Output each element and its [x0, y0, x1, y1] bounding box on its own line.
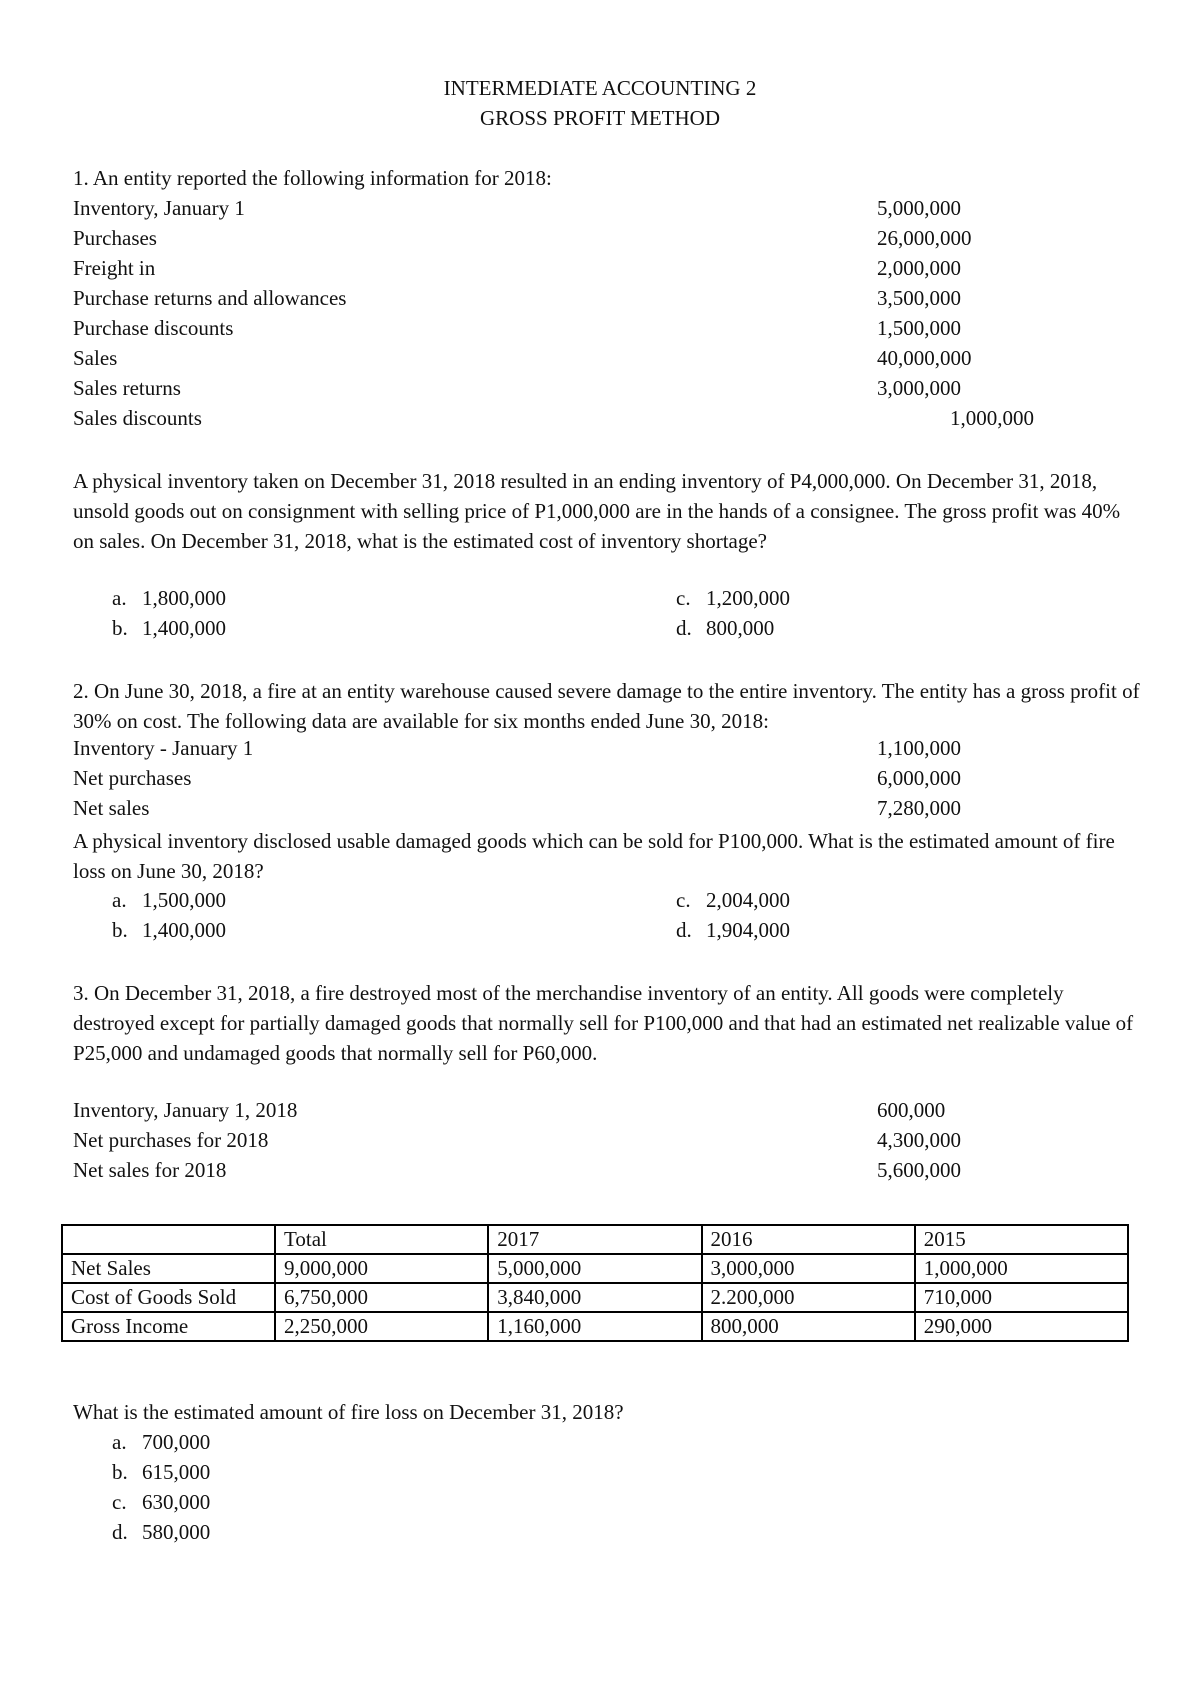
q2-row-label: Inventory - January 1	[73, 736, 254, 760]
option-letter: c.	[676, 586, 691, 610]
q1-row-label: Freight in	[73, 256, 156, 280]
option-letter: a.	[112, 1430, 127, 1454]
option-letter: a.	[112, 888, 127, 912]
option-text: 800,000	[706, 616, 775, 640]
option-letter: b.	[112, 918, 128, 942]
option-text: 1,400,000	[142, 918, 226, 942]
table-cell: 9,000,000	[275, 1254, 488, 1283]
table-header-row	[62, 1225, 1128, 1254]
q3-option-c	[112, 1490, 210, 1515]
table-cell: 1,160,000	[488, 1312, 701, 1341]
table-header-cell: 2015	[915, 1225, 1128, 1254]
table-cell: 290,000	[915, 1312, 1128, 1341]
q1-option-d	[676, 616, 774, 641]
q1-row-label: Purchases	[73, 226, 157, 250]
q3-row-value: 600,000	[877, 1098, 946, 1122]
table-cell: Net Sales	[62, 1254, 275, 1283]
q2-option-d	[676, 918, 790, 943]
table-cell: Gross Income	[62, 1312, 275, 1341]
gross-profit-table	[61, 1224, 1129, 1342]
table-header-cell	[62, 1225, 275, 1254]
option-letter: d.	[676, 616, 692, 640]
table-cell: 6,750,000	[275, 1283, 488, 1312]
q3-row-value: 4,300,000	[877, 1128, 961, 1152]
table-row	[62, 1254, 1128, 1283]
option-letter: d.	[676, 918, 692, 942]
q2-option-a	[112, 888, 226, 913]
option-letter: d.	[112, 1520, 128, 1544]
option-text: 1,200,000	[706, 586, 790, 610]
table-cell: 3,000,000	[702, 1254, 915, 1283]
q1-row-label: Sales returns	[73, 376, 181, 400]
q3-row-value: 5,600,000	[877, 1158, 961, 1182]
q3-intro: 3. On December 31, 2018, a fire destroyed most of the merchandise inventory of an entity. All goods were completely destroyed except for partially damaged goods that normally sell for P100,000 and that had an estimated net realizable value of P25,000 and undamaged goods that normally sell for P60,000.	[73, 981, 1134, 1065]
option-text: 615,000	[142, 1460, 211, 1484]
option-text: 1,904,000	[706, 918, 790, 942]
q2-option-b	[112, 918, 226, 943]
q1-row-value: 3,500,000	[877, 286, 961, 310]
document-subtitle: GROSS PROFIT METHOD	[480, 106, 720, 130]
q2-question: A physical inventory disclosed usable damaged goods which can be sold for P100,000. What is the estimated amount of fire loss on June 30, 2018?	[73, 829, 1115, 883]
q1-question: A physical inventory taken on December 31, 2018 resulted in an ending inventory of P4,000,000. On December 31, 2018, unsold goods out on consignment with selling price of P1,000,000 are in the hands of a consignee. The gross profit was 40% on sales. On December 31, 2018, what is the estimated cost of inventory shortage?	[73, 469, 1121, 553]
document-title: INTERMEDIATE ACCOUNTING 2	[443, 76, 757, 100]
table-cell: 1,000,000	[915, 1254, 1128, 1283]
option-text: 1,400,000	[142, 616, 226, 640]
option-text: 1,800,000	[142, 586, 226, 610]
q1-intro: 1. An entity reported the following information for 2018:	[73, 166, 552, 190]
q1-row-value: 26,000,000	[877, 226, 972, 250]
q1-row-label: Sales	[73, 346, 118, 370]
q1-row-value: 40,000,000	[877, 346, 972, 370]
q1-option-c	[676, 586, 790, 611]
q3-row-label: Net purchases for 2018	[73, 1128, 269, 1152]
q1-option-b	[112, 616, 226, 641]
option-text: 580,000	[142, 1520, 211, 1544]
q2-row-value: 1,100,000	[877, 736, 961, 760]
table-header-cell: 2016	[702, 1225, 915, 1254]
table-header-cell: Total	[275, 1225, 488, 1254]
table-header-cell: 2017	[488, 1225, 701, 1254]
table-row	[62, 1283, 1128, 1312]
q2-row-value: 6,000,000	[877, 766, 961, 790]
q2-row-label: Net sales	[73, 796, 150, 820]
q1-row-value: 3,000,000	[877, 376, 961, 400]
q1-row-label: Purchase returns and allowances	[73, 286, 347, 310]
table-cell: 800,000	[702, 1312, 915, 1341]
table-cell: 710,000	[915, 1283, 1128, 1312]
table-row	[62, 1312, 1128, 1341]
option-letter: c.	[676, 888, 691, 912]
q3-option-b	[112, 1460, 210, 1485]
table-cell: Cost of Goods Sold	[62, 1283, 275, 1312]
q2-intro: 2. On June 30, 2018, a fire at an entity warehouse caused severe damage to the entire inventory. The entity has a gross profit of 30% on cost. The following data are available for six months ended June 30, 2018:	[73, 679, 1140, 733]
table-cell: 3,840,000	[488, 1283, 701, 1312]
q3-question: What is the estimated amount of fire loss on December 31, 2018?	[73, 1400, 624, 1424]
table-cell: 5,000,000	[488, 1254, 701, 1283]
q1-row-value: 1,000,000	[950, 406, 1034, 430]
q1-row-label: Sales discounts	[73, 406, 202, 430]
q1-row-label: Purchase discounts	[73, 316, 234, 340]
option-letter: b.	[112, 616, 128, 640]
q2-option-c	[676, 888, 790, 913]
option-text: 630,000	[142, 1490, 211, 1514]
q3-option-d	[112, 1520, 210, 1545]
q3-row-label: Inventory, January 1, 2018	[73, 1098, 298, 1122]
option-letter: c.	[112, 1490, 127, 1514]
option-text: 700,000	[142, 1430, 211, 1454]
table-cell: 2.200,000	[702, 1283, 915, 1312]
q2-row-value: 7,280,000	[877, 796, 961, 820]
q1-row-value: 2,000,000	[877, 256, 961, 280]
q1-option-a	[112, 586, 226, 611]
q3-row-label: Net sales for 2018	[73, 1158, 227, 1182]
q1-row-value: 1,500,000	[877, 316, 961, 340]
option-text: 1,500,000	[142, 888, 226, 912]
table-cell: 2,250,000	[275, 1312, 488, 1341]
option-text: 2,004,000	[706, 888, 790, 912]
option-letter: b.	[112, 1460, 128, 1484]
q1-row-value: 5,000,000	[877, 196, 961, 220]
q1-row-label: Inventory, January 1	[73, 196, 245, 220]
q2-row-label: Net purchases	[73, 766, 192, 790]
q3-option-a	[112, 1430, 210, 1455]
option-letter: a.	[112, 586, 127, 610]
